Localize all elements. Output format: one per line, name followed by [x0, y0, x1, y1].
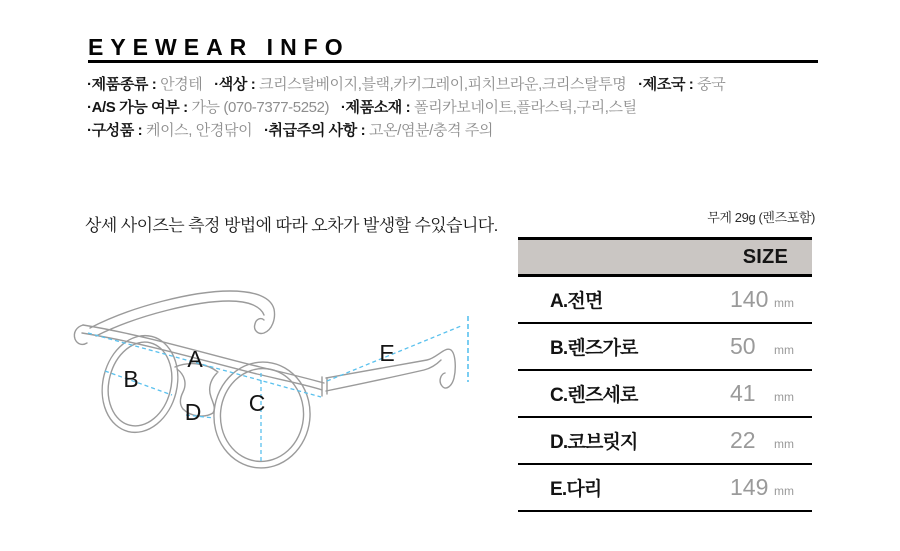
row-unit: mm — [774, 390, 794, 404]
measure-label-d: D — [184, 399, 202, 425]
info-value: 고온/염분/충격 주의 — [369, 122, 494, 139]
info-value: 가능 (070-7377-5252) — [191, 99, 330, 116]
row-label: E.다리 — [550, 479, 602, 500]
row-label: C.렌즈세로 — [550, 385, 638, 406]
info-label: ·색상 : — [214, 76, 260, 93]
glasses-diagram-svg — [60, 270, 500, 530]
row-value — [730, 380, 812, 407]
info-label: ·A/S 가능 여부 : — [87, 99, 192, 116]
measure-label-e: E — [379, 340, 395, 366]
table-row-lens-width — [518, 324, 812, 371]
size-disclaimer-note: 상세 사이즈는 측정 방법에 따라 오차가 발생할 수있습니다. — [85, 216, 498, 235]
weight-note: 무게 29g (렌즈포함) — [707, 210, 815, 225]
row-number: 149 — [730, 474, 769, 500]
product-info-line-2 — [87, 96, 847, 119]
row-value — [730, 474, 812, 501]
table-row-front-width — [518, 277, 812, 324]
far-temple-arm — [90, 291, 275, 333]
size-table-header — [518, 237, 812, 277]
title-divider — [88, 60, 818, 63]
measure-label-c: C — [248, 390, 266, 416]
frame-top-bar — [83, 325, 324, 383]
info-label: ·제품종류 : — [87, 76, 161, 93]
bridge-right-curve — [210, 373, 217, 413]
product-info-line-1 — [87, 73, 847, 96]
table-row-temple — [518, 465, 812, 512]
product-info — [87, 73, 847, 142]
table-row-bridge — [518, 418, 812, 465]
row-number: 41 — [730, 380, 756, 406]
measure-label-b: B — [123, 366, 139, 392]
row-label: A.전면 — [550, 291, 603, 312]
row-value — [730, 427, 812, 454]
right-hinge — [322, 377, 327, 396]
row-unit: mm — [774, 484, 794, 498]
row-label: B.렌즈가로 — [550, 338, 638, 359]
row-value — [730, 286, 812, 313]
row-unit: mm — [774, 296, 794, 310]
info-label: ·구성품 : — [87, 122, 146, 139]
info-label: ·제품소재 : — [340, 99, 415, 116]
info-value: 폴리카보네이트,플라스틱,구리,스틸 — [414, 99, 637, 116]
info-label: ·제조국 : — [638, 76, 698, 93]
size-column-header: SIZE — [742, 245, 788, 268]
info-value: 중국 — [697, 76, 726, 93]
row-number: 50 — [730, 333, 756, 359]
info-value: 케이스, 안경닦이 — [146, 122, 253, 139]
measure-label-a: A — [187, 346, 203, 372]
left-endpiece — [74, 325, 87, 344]
info-value: 크리스탈베이지,블랙,카키그레이,피치브라운,크리스탈투명 — [259, 76, 627, 93]
info-label: ·취급주의 사항 : — [263, 122, 369, 139]
row-number: 22 — [730, 427, 756, 453]
info-value: 안경테 — [160, 76, 203, 93]
table-row-lens-height — [518, 371, 812, 418]
row-number: 140 — [730, 286, 769, 312]
far-temple-arm-inner — [96, 301, 264, 336]
row-unit: mm — [774, 437, 794, 451]
glasses-measurement-diagram — [60, 270, 500, 530]
row-value — [730, 333, 812, 360]
page-title: EYEWEAR INFO — [88, 34, 350, 60]
row-label: D.코브릿지 — [550, 432, 638, 453]
row-unit: mm — [774, 343, 794, 357]
product-info-line-3 — [87, 119, 847, 142]
size-table — [518, 237, 812, 512]
